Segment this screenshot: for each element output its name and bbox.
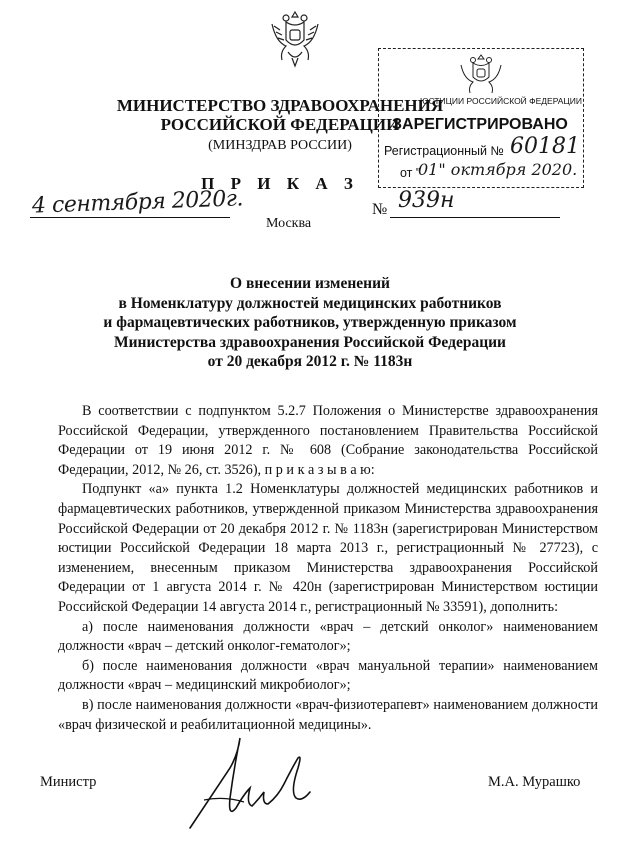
stamp-emblem-icon [456,52,506,100]
document-type: П Р И К А З [201,174,359,193]
body-paragraph-amendment: Подпункт «а» пункта 1.2 Номенклатуры должностей медицинских работников и фармацевтических работников, утвержденной приказом Министерства здравоохранения Российской Федерации от 20 декабря 2012 г. № 1183н (зарегистрирован Министерством юстиции Российской Федерации 18 марта 2013 г., регистрационный № 27723), с изменением, внесенным приказом Министерства здравоохранения Российской Федерации от 1 августа 2014 г. № 420н (зарегистрирован Министерством юстиции Российской Федерации 14 августа 2014 г., регистрационный № 33591), дополнить: [58,481,598,615]
date-underline [30,217,230,218]
body-item-c: в) после наименования должности «врач-физиотерапевт» наименованием должности «врач физической и реабилитационной медицины». [58,696,598,733]
order-date: 4 сентября 2020г. [31,186,244,219]
body-paragraph-basis: В соответствии с подпунктом 5.2.7 Положения о Министерстве здравоохранения Российской Федерации, утвержденного постановлением Правительства Российской Федерации от 19 июня 2012 г. № 608 (Собрание законодательства Российской Федерации, 2012, № 26, ст. 3526), п р и к а з ы в а ю: [58,403,598,478]
signer-position: Министр [40,774,97,790]
order-number: 939н [398,188,455,213]
stamp-status: ЗАРЕГИСТРИРОВАНО [392,116,568,133]
stamp-from-value: 01" октября 2020. [418,160,578,179]
subject-line-3: и фармацевтических работников, утвержденную приказом [103,314,517,331]
coat-of-arms-icon [266,8,324,70]
body-item-b: б) после наименования должности «врач мануальной терапии» наименованием должности «врач – медицинский микробиолог»; [58,657,598,694]
ministry-short-name: (МИНЗДРАВ РОССИИ) [208,138,352,153]
ministry-line-2: РОССИЙСКОЙ ФЕДЕРАЦИИ [160,115,400,134]
subject-line-1: О внесении изменений [230,275,390,292]
stamp-regnum-label: Регистрационный № [384,144,504,158]
body-item-a: а) после наименования должности «врач – детский онколог» наименованием должности «врач – детский онколог-гематолог»; [58,618,598,655]
signer-name: М.А. Мурашко [488,774,581,790]
ministry-line-1: МИНИСТЕРСТВО ЗДРАВООХРАНЕНИЯ [116,96,444,115]
order-subject [60,274,560,372]
order-number-label: № [372,201,388,218]
subject-line-4: Министерства здравоохранения Российской Федерации [114,333,506,351]
subject-line-2: в Номенклатуру должностей медицинских работников [118,294,502,312]
stamp-regnum-value: 60181 [510,134,580,159]
stamp-organization: ЮСТИЦИИ РОССИЙСКОЙ ФЕДЕРАЦИИ [419,96,582,106]
signature-icon [170,730,320,840]
city: Москва [266,216,312,231]
subject-line-5: от 20 декабря 2012 г. № 1183н [207,353,413,370]
stamp-from-label: от " [400,166,421,180]
number-underline [390,217,560,218]
order-body [58,402,598,735]
